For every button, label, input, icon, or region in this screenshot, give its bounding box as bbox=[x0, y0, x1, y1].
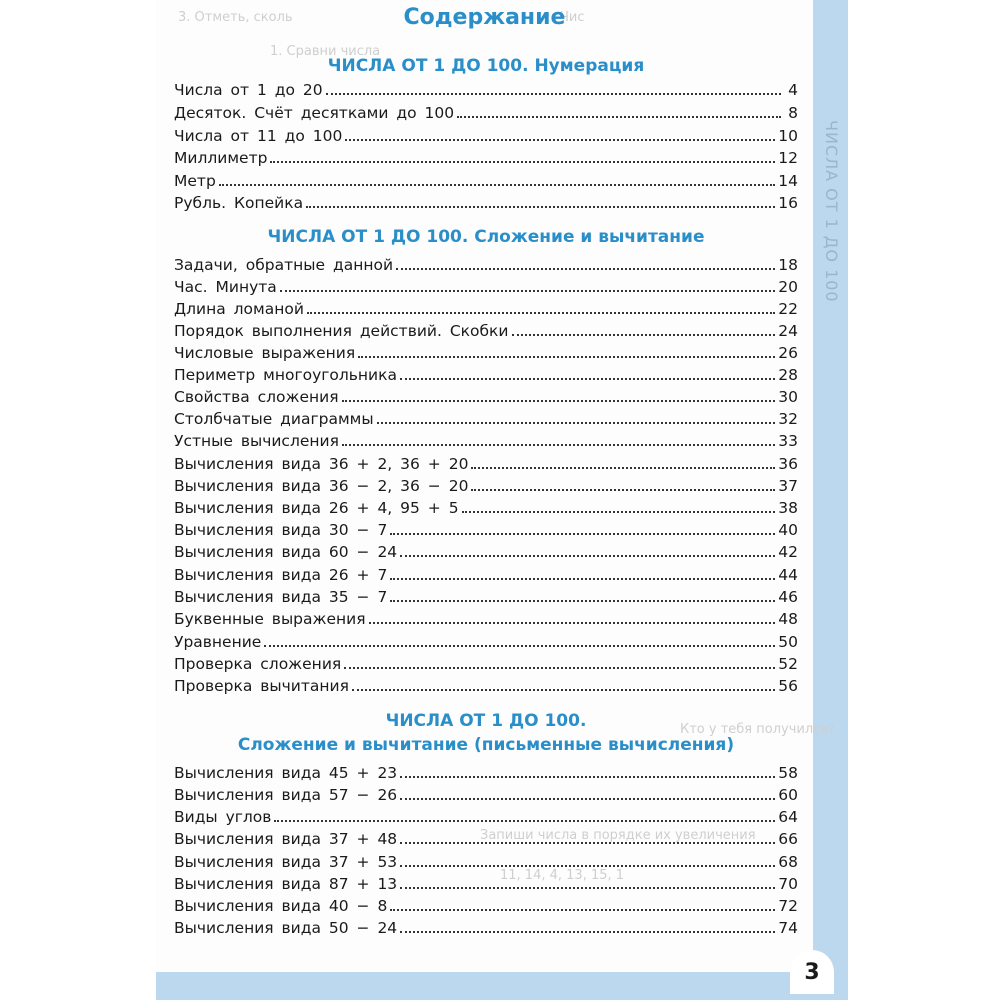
toc-entry[interactable] bbox=[174, 192, 798, 214]
toc-entry-page: 64 bbox=[778, 808, 798, 826]
toc-entry[interactable] bbox=[174, 276, 798, 298]
toc-entry-text: Буквенные выражения bbox=[174, 610, 366, 628]
toc-entry[interactable] bbox=[174, 653, 798, 675]
toc-entry-page: 58 bbox=[778, 764, 798, 782]
toc-entry-text: Вычисления вида 35 − 7 bbox=[174, 588, 388, 606]
toc-leader-dots bbox=[345, 138, 775, 141]
toc-entry-text: Числа от 11 до 100 bbox=[174, 127, 343, 145]
toc-entry-text: Вычисления вида 37 + 53 bbox=[174, 853, 398, 871]
toc-leader-dots bbox=[390, 577, 775, 580]
toc-entry-page: 42 bbox=[778, 543, 798, 561]
toc-entry[interactable] bbox=[174, 675, 798, 697]
toc-leader-dots bbox=[264, 644, 775, 647]
toc-leader-dots bbox=[400, 554, 775, 557]
toc-entry-page: 10 bbox=[778, 127, 798, 145]
page-title: Содержание bbox=[403, 5, 566, 30]
toc-entry-text: Длина ломаной bbox=[174, 300, 304, 318]
toc-entry-text: Вычисления вида 87 + 13 bbox=[174, 875, 398, 893]
toc-entry-page: 38 bbox=[778, 499, 798, 517]
toc-entry-page: 72 bbox=[778, 897, 798, 915]
toc-entry[interactable] bbox=[174, 631, 798, 653]
bleed-text-line2: 1. Сравни числа bbox=[270, 44, 381, 59]
bleed-text-bottom-row: 11, 14, 4, 13, 15, 1 bbox=[500, 868, 625, 883]
toc-entry[interactable] bbox=[174, 497, 798, 519]
toc-leader-dots bbox=[390, 599, 775, 602]
toc-entry-text: Вычисления вида 37 + 48 bbox=[174, 830, 398, 848]
toc-leader-dots bbox=[219, 183, 775, 186]
bleed-text-vertical: ЧИСЛА ОТ 1 ДО 100 bbox=[822, 120, 841, 303]
toc-entry-page: 44 bbox=[778, 566, 798, 584]
bleed-text-top-mid: Чис bbox=[560, 10, 585, 25]
toc-leader-dots bbox=[400, 797, 775, 800]
toc-entry-text: Свойства сложения bbox=[174, 388, 339, 406]
toc-leader-dots bbox=[457, 115, 781, 118]
toc-entry-text: Рубль. Копейка bbox=[174, 194, 304, 212]
toc-entry-text: Порядок выполнения действий. Скобки bbox=[174, 322, 509, 340]
toc-entry-text: Виды углов bbox=[174, 808, 272, 826]
toc-entry[interactable] bbox=[174, 828, 798, 850]
toc-leader-dots bbox=[390, 908, 775, 911]
toc-entry[interactable] bbox=[174, 298, 798, 320]
toc-entry-text: Десяток. Счёт десятками до 100 bbox=[174, 104, 455, 122]
toc-leader-dots bbox=[280, 289, 775, 292]
toc-entry-text: Столбчатые диаграммы bbox=[174, 410, 374, 428]
toc-leader-dots bbox=[390, 532, 775, 535]
toc-leader-dots bbox=[400, 886, 775, 889]
bleed-text-bottom-mid: Запиши числа в порядке их увеличения bbox=[480, 828, 756, 843]
toc-entry[interactable] bbox=[174, 917, 798, 939]
toc-leader-dots bbox=[306, 205, 775, 208]
toc-entry-text: Числовые выражения bbox=[174, 344, 356, 362]
toc-entry-page: 8 bbox=[788, 104, 798, 122]
toc-entry-page: 28 bbox=[778, 366, 798, 384]
toc-leader-dots bbox=[307, 311, 775, 314]
toc-entry-page: 18 bbox=[778, 256, 798, 274]
toc-entry-page: 16 bbox=[778, 194, 798, 212]
toc-entry-page: 52 bbox=[778, 655, 798, 673]
page-number: 3 bbox=[790, 950, 834, 994]
toc-entry-page: 14 bbox=[778, 172, 798, 190]
toc-entry-text: Метр bbox=[174, 172, 216, 190]
toc-entry-text: Вычисления вида 60 − 24 bbox=[174, 543, 398, 561]
toc-entry-page: 74 bbox=[778, 919, 798, 937]
toc-entry-text: Задачи, обратные данной bbox=[174, 256, 394, 274]
toc-entry-page: 20 bbox=[778, 278, 798, 296]
toc-entry-text: Миллиметр bbox=[174, 149, 268, 167]
bleed-text-top-left: 3. Отметь, сколь bbox=[178, 10, 293, 25]
toc-entry-text: Вычисления вида 40 − 8 bbox=[174, 897, 388, 915]
toc-entry[interactable] bbox=[174, 541, 798, 563]
toc-entry-text: Вычисления вида 36 − 2, 36 − 20 bbox=[174, 477, 469, 495]
toc-leader-dots bbox=[326, 92, 781, 95]
toc-entry-text: Вычисления вида 26 + 4, 95 + 5 bbox=[174, 499, 459, 517]
toc-entry[interactable] bbox=[174, 806, 798, 828]
toc-entry-text: Устные вычисления bbox=[174, 432, 339, 450]
toc-entry[interactable] bbox=[174, 895, 798, 917]
toc-entry[interactable] bbox=[174, 519, 798, 541]
toc-leader-dots bbox=[471, 488, 775, 491]
toc-entry-page: 4 bbox=[788, 81, 798, 99]
toc-leader-dots bbox=[342, 399, 776, 402]
bleed-text-mid-right: Кто у тебя получился? bbox=[680, 722, 836, 737]
toc-entry[interactable] bbox=[174, 408, 798, 430]
toc-leader-dots bbox=[400, 930, 775, 933]
toc-leader-dots bbox=[400, 775, 775, 778]
toc-entry-page: 22 bbox=[778, 300, 798, 318]
section-heading-addition-subtraction: ЧИСЛА ОТ 1 ДО 100. Сложение и вычитание bbox=[267, 227, 705, 247]
toc-entry-page: 12 bbox=[778, 149, 798, 167]
toc-entry-text: Периметр многоугольника bbox=[174, 366, 397, 384]
toc-entry[interactable] bbox=[174, 873, 798, 895]
toc-entry[interactable] bbox=[174, 608, 798, 630]
toc-entry-text: Вычисления вида 50 − 24 bbox=[174, 919, 398, 937]
toc-entry-text: Час. Минута bbox=[174, 278, 277, 296]
toc-entry-page: 50 bbox=[778, 633, 798, 651]
toc-entry-page: 68 bbox=[778, 853, 798, 871]
toc-entry[interactable] bbox=[174, 79, 798, 101]
toc-entry[interactable] bbox=[174, 147, 798, 169]
toc-leader-dots bbox=[270, 160, 775, 163]
toc-leader-dots bbox=[471, 466, 775, 469]
toc-leader-dots bbox=[512, 333, 776, 336]
toc-entry[interactable] bbox=[174, 564, 798, 586]
toc-entry-page: 32 bbox=[778, 410, 798, 428]
toc-entry-text: Вычисления вида 26 + 7 bbox=[174, 566, 388, 584]
section-heading-numeration: ЧИСЛА ОТ 1 ДО 100. Нумерация bbox=[327, 56, 645, 76]
toc-entry-page: 46 bbox=[778, 588, 798, 606]
toc-leader-dots bbox=[352, 688, 775, 691]
toc-entry-page: 36 bbox=[778, 455, 798, 473]
toc-entry-text: Вычисления вида 30 − 7 bbox=[174, 521, 388, 539]
section-subheading-written-calc: Сложение и вычитание (письменные вычисления) bbox=[237, 735, 735, 755]
toc-entry[interactable] bbox=[174, 784, 798, 806]
toc-entry[interactable] bbox=[174, 125, 798, 147]
toc-leader-dots bbox=[400, 841, 775, 844]
toc-entry[interactable] bbox=[174, 762, 798, 784]
toc-entry[interactable] bbox=[174, 430, 798, 452]
toc-entry-page: 33 bbox=[778, 432, 798, 450]
toc-leader-dots bbox=[462, 510, 776, 513]
toc-leader-dots bbox=[369, 621, 776, 624]
toc-entry-page: 30 bbox=[778, 388, 798, 406]
toc-entry[interactable] bbox=[174, 386, 798, 408]
toc-entry-page: 48 bbox=[778, 610, 798, 628]
toc-leader-dots bbox=[377, 421, 776, 424]
toc-entry-page: 70 bbox=[778, 875, 798, 893]
toc-entry[interactable] bbox=[174, 342, 798, 364]
toc-entry-text: Вычисления вида 36 + 2, 36 + 20 bbox=[174, 455, 469, 473]
toc-leader-dots bbox=[400, 377, 775, 380]
toc-entry[interactable] bbox=[174, 254, 798, 276]
page-bottom-strip bbox=[156, 972, 848, 1000]
toc-entry-page: 24 bbox=[778, 322, 798, 340]
toc-leader-dots bbox=[344, 666, 775, 669]
toc-entry-page: 60 bbox=[778, 786, 798, 804]
toc-entry-text: Вычисления вида 45 + 23 bbox=[174, 764, 398, 782]
toc-entry[interactable] bbox=[174, 364, 798, 386]
toc-entry-text: Проверка вычитания bbox=[174, 677, 349, 695]
toc-entry-text: Вычисления вида 57 − 26 bbox=[174, 786, 398, 804]
toc-entry-page: 37 bbox=[778, 477, 798, 495]
toc-entry[interactable] bbox=[174, 170, 798, 192]
toc-entry[interactable] bbox=[174, 586, 798, 608]
toc-entry-page: 26 bbox=[778, 344, 798, 362]
toc-entry[interactable] bbox=[174, 453, 798, 475]
toc-entry-page: 56 bbox=[778, 677, 798, 695]
toc-leader-dots bbox=[400, 864, 775, 867]
toc-entry[interactable] bbox=[174, 475, 798, 497]
toc-leader-dots bbox=[342, 443, 775, 446]
toc-entry[interactable] bbox=[174, 102, 798, 124]
toc-entry[interactable] bbox=[174, 320, 798, 342]
toc-entry-text: Числа от 1 до 20 bbox=[174, 81, 323, 99]
toc-leader-dots bbox=[274, 819, 775, 822]
toc-entry-page: 40 bbox=[778, 521, 798, 539]
toc-leader-dots bbox=[358, 355, 775, 358]
section-heading-written-calc: ЧИСЛА ОТ 1 ДО 100. bbox=[385, 711, 587, 731]
toc-entry-text: Проверка сложения bbox=[174, 655, 342, 673]
toc-entry-text: Уравнение bbox=[174, 633, 262, 651]
toc-entry-page: 66 bbox=[778, 830, 798, 848]
toc-entry[interactable] bbox=[174, 851, 798, 873]
toc-leader-dots bbox=[396, 267, 775, 270]
